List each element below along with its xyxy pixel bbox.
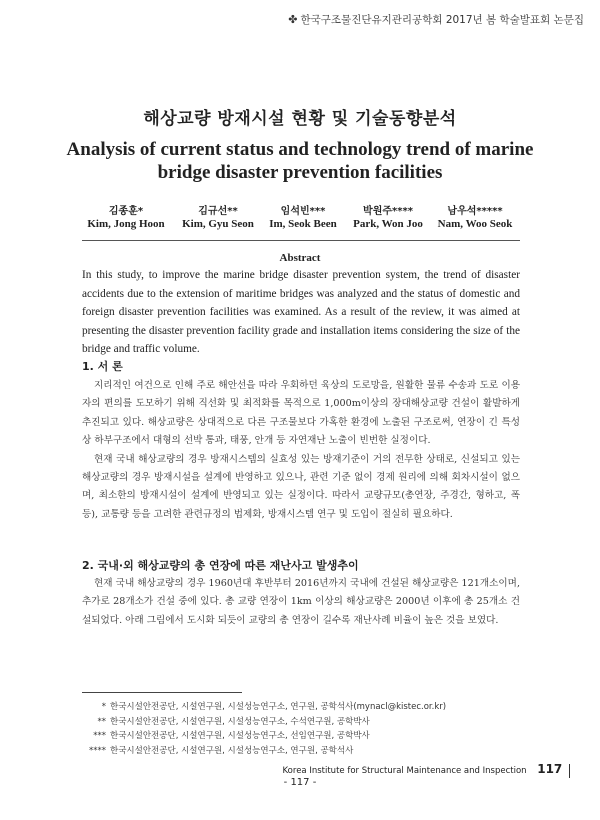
- journal-name: 한국구조물진단유지관리공학회 2017년 봄 학술발표회 논문집: [300, 14, 584, 26]
- section-2-heading: 2. 국내·외 해상교량의 총 연장에 따른 재난사고 발생추이: [82, 559, 359, 572]
- author-3-ko: 임석빈***: [280, 206, 326, 217]
- section-2-body: [82, 575, 520, 630]
- footnote: [80, 700, 446, 715]
- footnote-text: 한국시설안전공단, 시설연구원, 시설성능연구소, 연구원, 공학석사(mynacl@kistec.or.kr): [110, 702, 447, 712]
- footer-bar: [569, 764, 570, 778]
- author-1-en: Kim, Jong Hoon: [87, 218, 165, 230]
- paragraph: 지리적인 여건으로 인해 주로 해안선을 따라 우회하던 육상의 도로망을, 원활한 물류 수송과 도로 이용자의 편의를 도모하기 위해 직선화 및 최적화를 목적으로 1,000m이상의 장대해상교량 건설이 활발하게 추진되고 있다. 해상교량은 상대적으로 다른 구조물보다 가혹한 환경에 노출된 구조로써, 연장이 긴 특성상 하부구조에서 대형의 선박 통과, 태풍, 안개 등 자연재난 노출이 빈번한 실정이다.: [82, 380, 520, 447]
- author-korean-names: [88, 202, 518, 218]
- section-1-heading: 1. 서 론: [82, 360, 123, 373]
- divider: [82, 240, 520, 241]
- korean-title: 해상교량 방재시설 현황 및 기술동향분석: [143, 109, 457, 129]
- footnote-marker: ***: [93, 731, 106, 741]
- author-3-en: Im, Seok Been: [269, 218, 337, 230]
- paragraph: 현재 국내 해상교량의 경우 방재시스템의 실효성 있는 방재기준이 거의 전무한 상태로, 신설되고 있는 해상교량의 경우 방재시설을 설계에 반영하고 있으나, 관련 기준 없이 경제 원리에 의해 회차시설이 없으며, 최소한의 방재시설이 설계에 반영되고 있는 실정이다. 따라서 교량규모(총연장, 주경간, 형하고, 폭 등), 교통량 등을 고려한 관련규정의 법제화, 방재시스템 연구 및 도입이 절실히 필요하다.: [82, 453, 520, 520]
- footer-page-number: 117: [537, 762, 563, 776]
- footnotes: [80, 700, 446, 758]
- author-list: [88, 202, 518, 234]
- footnote-marker: *: [101, 702, 106, 712]
- abstract-heading: Abstract: [279, 252, 321, 264]
- running-header: [288, 12, 584, 27]
- footnote-text: 한국시설안전공단, 시설연구원, 시설성능연구소, 수석연구원, 공학박사: [110, 716, 370, 727]
- author-2-en: Kim, Gyu Seon: [182, 218, 254, 230]
- footnote-text: 한국시설안전공단, 시설연구원, 시설성능연구소, 선임연구원, 공학박사: [110, 731, 370, 741]
- abstract-body: In this study, to improve the marine bridge disaster prevention system, the trend of disaster accidents due to the extension of maritime bridges was analyzed and the status of domestic and foreign disaster prevention facilities was examined. As a result of the review, it was aimed at presenting the disaster prevention facility grade and installation items considering the size of the bridge and traffic volume.: [82, 269, 520, 355]
- page-footer: [283, 762, 570, 778]
- section-1-body: [82, 377, 520, 524]
- author-5-en: Nam, Woo Seok: [437, 218, 513, 230]
- footnote-text: 한국시설안전공단, 시설연구원, 시설성능연구소, 연구원, 공학석사: [110, 745, 354, 756]
- paragraph: 현재 국내 해상교량의 경우 1960년대 후반부터 2016년까지 국내에 건설된 해상교량은 121개소이며, 추가로 28개소가 건설 중에 있다. 총 교량 연장이 1km 이상의 해상교량은 2000년 이후에 총 25개소 건설되었다. 아래 그림에서 도시화 되듯이 교량의 총 연장이 길수록 재난사례 비율이 높은 것을 보였다.: [82, 578, 520, 626]
- author-english-names: [88, 218, 518, 234]
- author-5-ko: 남우석*****: [447, 206, 503, 217]
- footnote: [80, 744, 446, 759]
- footnote-rule: [82, 692, 242, 693]
- author-4-ko: 박원주****: [363, 206, 413, 217]
- flower-mark-icon: ✤: [288, 13, 298, 26]
- footnote: [80, 715, 446, 730]
- english-title-line-1: Analysis of current status and technology trend of marine: [66, 139, 534, 160]
- footer-institute: Korea Institute for Structural Maintenance and Inspection: [282, 766, 527, 776]
- footnote-marker: ****: [89, 745, 106, 756]
- author-1-ko: 김종훈*: [108, 206, 144, 217]
- page-number-center: - 117 -: [283, 777, 317, 788]
- footnote-marker: **: [97, 716, 106, 727]
- author-2-ko: 김규선**: [198, 206, 238, 217]
- author-4-en: Park, Won Joo: [353, 218, 423, 230]
- english-title-line-2: bridge disaster prevention facilities: [157, 162, 443, 183]
- english-title: [0, 138, 600, 184]
- footnote: [80, 729, 446, 744]
